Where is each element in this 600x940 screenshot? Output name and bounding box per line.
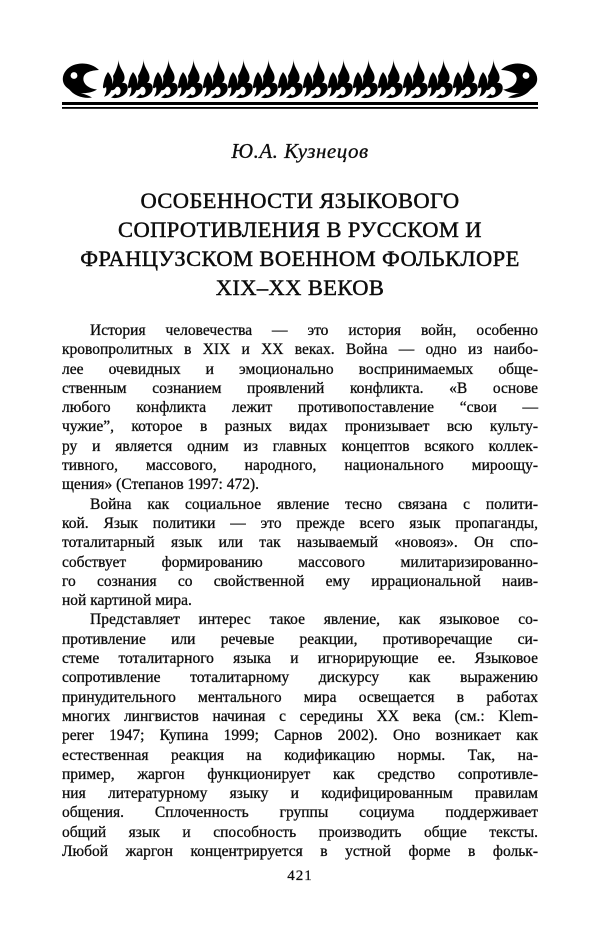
text-line: го сознания со свойственной ему иррациональной наив- bbox=[62, 572, 538, 590]
paragraph-2 bbox=[62, 495, 538, 611]
text-line: Любой жаргон концентрируется в устной форме в фольк- bbox=[62, 843, 538, 861]
text-line: История человечества — это история войн, особенно bbox=[90, 322, 538, 339]
paragraph-1 bbox=[62, 321, 538, 495]
text-line: принудительного ментального мира освещается в работах bbox=[62, 688, 538, 706]
text-line: общий язык и способность производить общие тексты. bbox=[62, 823, 538, 841]
text-line: лее очевидных и эмоционально воспринимаемых обще- bbox=[62, 360, 538, 378]
text-line: Война как социальное явление тесно связана с полити- bbox=[90, 495, 538, 513]
article-body bbox=[62, 321, 538, 861]
text-line: пример, жаргон функционирует как средство сопротивле- bbox=[62, 765, 538, 783]
title-line: XIX–XX ВЕКОВ bbox=[215, 275, 385, 300]
text-line: сопротивление тоталитарному дискурсу как выражению bbox=[62, 669, 538, 687]
text-line: ру и является одним из главных концептов всякого коллек- bbox=[62, 437, 538, 455]
paragraph-3 bbox=[62, 610, 538, 861]
header-ornament-band bbox=[62, 57, 538, 109]
text-line: любого конфликта лежит противопоставление “свои — bbox=[62, 399, 538, 417]
text-line: тивного, массового, народного, национального мироощу- bbox=[62, 457, 538, 475]
text-line: perer 1947; Купина 1999; Сарнов 2002). Оно возникает как bbox=[62, 727, 538, 745]
page-number: 421 bbox=[287, 868, 313, 885]
title-line: СОПРОТИВЛЕНИЯ В РУССКОМ И bbox=[118, 217, 482, 242]
text-line: Представляет интерес такое явление, как языковое со- bbox=[90, 611, 538, 629]
title-line: ОСОБЕННОСТИ ЯЗЫКОВОГО bbox=[140, 188, 460, 213]
text-line: общения. Сплоченность группы социума поддерживает bbox=[62, 804, 538, 822]
text-line: стеме тоталитарного языка и игнорирующие ее. Языковое bbox=[62, 650, 538, 668]
text-line: щения» (Степанов 1997: 472). bbox=[62, 476, 259, 494]
text-line: чужие”, которое в разных видах пронизывает всю культу- bbox=[62, 418, 538, 436]
text-line: ственным сознанием проявлений конфликта. «В основе bbox=[62, 379, 538, 397]
text-line: многих лингвистов начиная с середины XX века (см.: Klem- bbox=[62, 707, 538, 725]
title-line: ФРАНЦУЗСКОМ ВОЕННОМ ФОЛЬКЛОРЕ bbox=[80, 246, 520, 271]
text-line: ния литературному языку и кодифицированным правилам bbox=[62, 785, 538, 803]
double-rule-top bbox=[62, 102, 538, 105]
article-title bbox=[62, 186, 538, 302]
text-line: естественная реакция на кодификацию нормы. Так, на- bbox=[62, 746, 538, 764]
text-block bbox=[62, 0, 538, 885]
article-author: Ю.А. Кузнецов bbox=[231, 139, 369, 163]
double-rule-bottom bbox=[62, 107, 538, 109]
text-line: кровопролитных в XIX и XX веках. Война — одно из наибо- bbox=[62, 341, 538, 359]
text-line: собствует формированию массового милитаризированно- bbox=[62, 553, 538, 571]
text-line: тоталитарный язык или так называемый «новояз». Он спо- bbox=[62, 534, 538, 552]
text-line: противление или речевые реакции, противоречащие си- bbox=[62, 630, 538, 648]
flame-fleuron-icon bbox=[62, 57, 538, 109]
text-line: ной картиной мира. bbox=[62, 592, 192, 610]
text-line: кой. Язык политики — это прежде всего язык пропаганды, bbox=[62, 514, 538, 532]
